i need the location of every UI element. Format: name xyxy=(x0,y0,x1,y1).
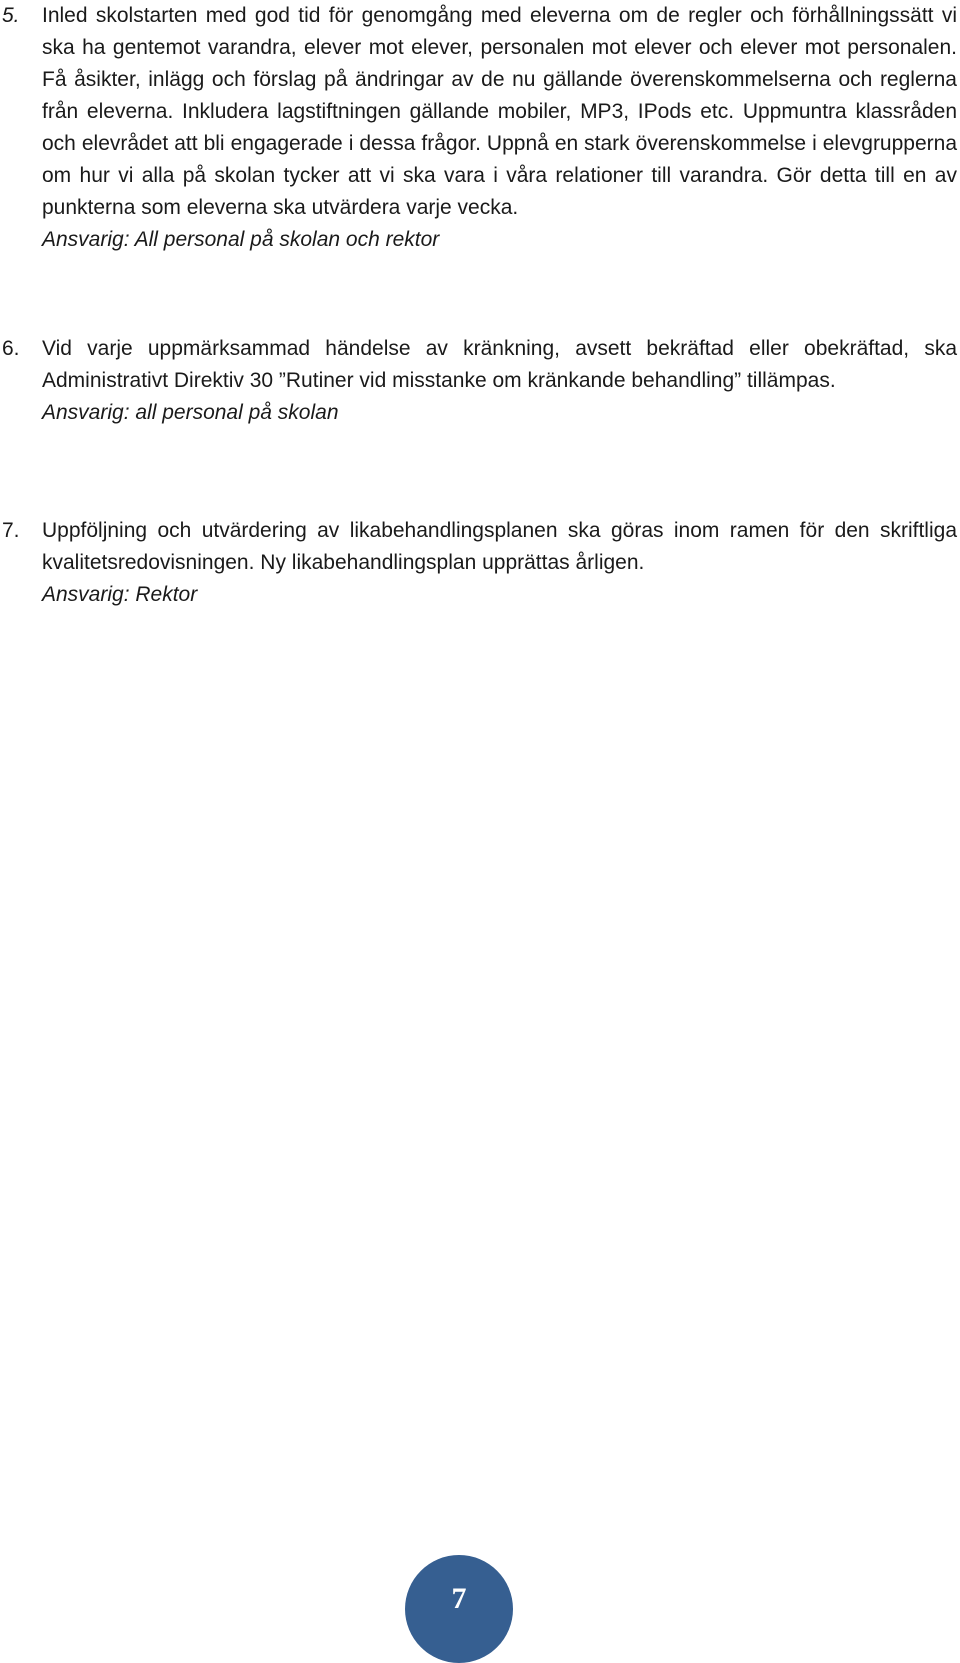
item-body xyxy=(42,333,957,429)
item-body xyxy=(42,515,957,611)
item-responsible: Ansvarig: All personal på skolan och rektor xyxy=(42,228,440,251)
item-number: 5. xyxy=(2,4,20,27)
item-responsible: Ansvarig: all personal på skolan xyxy=(42,401,339,424)
item-number: 6. xyxy=(2,337,20,360)
page-number-badge xyxy=(405,1555,513,1663)
item-number: 7. xyxy=(2,519,20,542)
item-text: Uppföljning och utvärdering av likabehandlingsplanen ska göras inom ramen för den skriftliga kvalitetsredovisningen. Ny likabehandlingsplan upprättas årligen. xyxy=(42,519,957,574)
item-responsible: Ansvarig: Rektor xyxy=(42,583,198,606)
item-body xyxy=(42,0,957,256)
item-text: Vid varje uppmärksammad händelse av kränkning, avsett bekräftad eller obekräftad, ska Administrativt Direktiv 30 ”Rutiner vid misstanke om kränkande behandling” tillämpas. xyxy=(42,337,957,392)
item-text: Inled skolstarten med god tid för genomgång med eleverna om de regler och förhållningssätt vi ska ha gentemot varandra, elever mot elever, personalen mot elever och elever mot personalen. Få åsikter, inlägg och förslag på ändringar av de nu gällande överenskommelserna och reglerna från eleverna. Inkludera lagstiftningen gällande mobiler, MP3, IPods etc. Uppmuntra klassråden och elevrådet att bli engagerade i dessa frågor. Uppnå en stark överenskommelse i elevgrupperna om hur vi alla på skolan tycker att vi ska vara i våra relationer till varandra. Gör detta till en av punkterna som eleverna ska utvärdera varje vecka. xyxy=(42,4,957,219)
page-number: 7 xyxy=(451,1582,467,1615)
